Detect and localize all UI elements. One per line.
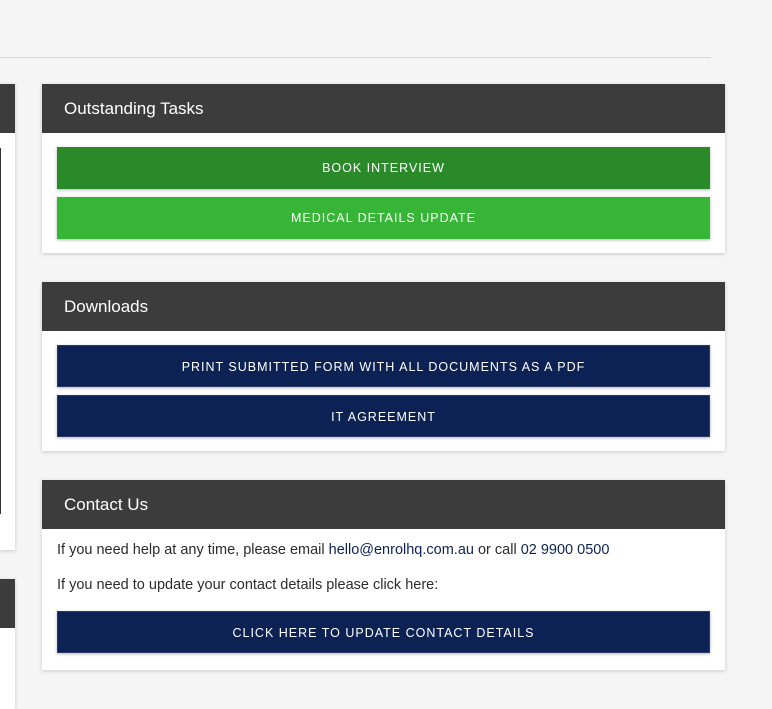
left-panel-header bbox=[0, 84, 15, 133]
help-text-prefix: If you need help at any time, please email bbox=[57, 542, 325, 558]
help-text bbox=[57, 541, 710, 559]
phone-link[interactable]: 02 9900 0500 bbox=[520, 542, 610, 558]
contact-us-title: Contact Us bbox=[42, 480, 725, 529]
book-interview-button[interactable]: BOOK INTERVIEW bbox=[57, 147, 710, 189]
help-text-middle: or call bbox=[477, 542, 517, 558]
outstanding-tasks-card bbox=[42, 84, 725, 253]
left-panel-partial bbox=[0, 84, 15, 550]
top-divider bbox=[0, 57, 711, 58]
contact-us-body bbox=[42, 529, 725, 667]
left-panel-border bbox=[0, 148, 1, 514]
email-link[interactable]: hello@enrolhq.com.au bbox=[328, 542, 474, 558]
downloads-card bbox=[42, 282, 725, 451]
outstanding-tasks-body bbox=[42, 133, 725, 253]
contact-us-card bbox=[42, 480, 725, 670]
downloads-title: Downloads bbox=[42, 282, 725, 331]
left-panel-partial-lower bbox=[0, 579, 15, 709]
left-panel-header-lower bbox=[0, 579, 15, 628]
update-contact-text: If you need to update your contact details please click here: bbox=[57, 577, 439, 593]
it-agreement-button[interactable]: IT AGREEMENT bbox=[57, 395, 710, 437]
downloads-body bbox=[42, 331, 725, 451]
medical-details-update-button[interactable]: MEDICAL DETAILS UPDATE bbox=[57, 197, 710, 239]
print-submitted-form-button[interactable]: PRINT SUBMITTED FORM WITH ALL DOCUMENTS AS A PDF bbox=[57, 345, 710, 387]
outstanding-tasks-title: Outstanding Tasks bbox=[42, 84, 725, 133]
update-contact-details-button[interactable]: CLICK HERE TO UPDATE CONTACT DETAILS bbox=[57, 611, 710, 653]
